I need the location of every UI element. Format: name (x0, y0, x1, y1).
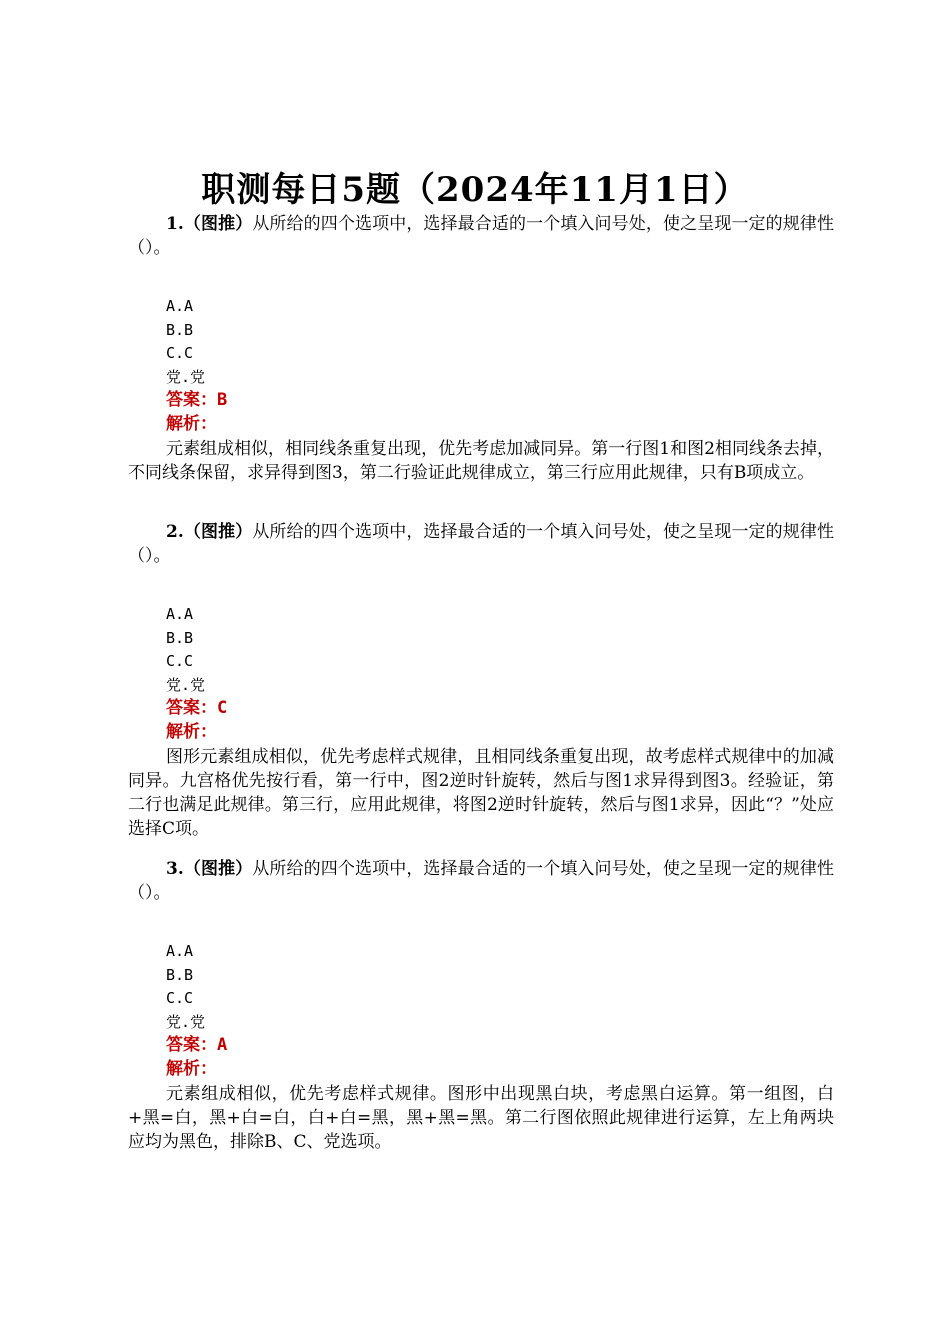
question-tag: （图推） (183, 214, 253, 234)
answer-line (128, 697, 834, 721)
answer-line (128, 1034, 834, 1058)
option-list (128, 940, 834, 1034)
option-b: B.B (166, 320, 194, 339)
answer-label: 答案： (166, 1035, 217, 1056)
analysis-text: 图形元素组成相似，优先考虑样式规律，且相同线条重复出现，故考虑样式规律中的加减同异。九宫格优先按行看，第一行中，图2逆时针旋转，然后与图1求异得到图3。经验证，第二行也满足此规律。第三行，应用此规律，将图2逆时针旋转，然后与图1求异，因此“？”处应选择C项。 (128, 746, 834, 839)
option-d: 党.党 (166, 675, 206, 694)
analysis-label: 解析： (166, 413, 217, 434)
analysis-label: 解析： (166, 1058, 217, 1079)
option-c: C.C (166, 344, 194, 363)
analysis-text: 元素组成相似，优先考虑样式规律。图形中出现黑白块，考虑黑白运算。第一组图，白+黑=白，黑+白=白，白+白=黑，黑+黑=黑。第二行图依照此规律进行运算，左上角两块应均为黑色，排除B、C、党选项。 (128, 1083, 834, 1152)
option-d: 党.党 (166, 367, 206, 386)
answer-label: 答案： (166, 390, 217, 411)
question-number: 3. (166, 859, 184, 879)
option-c: C.C (166, 989, 194, 1008)
answer-value: C (217, 698, 228, 719)
question-1 (128, 212, 834, 485)
option-d: 党.党 (166, 1012, 206, 1031)
option-c: C.C (166, 652, 194, 671)
option-b: B.B (166, 628, 194, 647)
question-text: 从所给的四个选项中，选择最合适的一个填入问号处，使之呈现一定的规律性（）。 (128, 214, 835, 258)
question-text: 从所给的四个选项中，选择最合适的一个填入问号处，使之呈现一定的规律性（）。 (128, 859, 835, 903)
question-tag: （图推） (183, 859, 253, 879)
answer-value: A (217, 1035, 228, 1056)
answer-line (128, 389, 834, 413)
question-number: 2. (166, 522, 184, 542)
question-stem (128, 212, 834, 260)
analysis-text: 元素组成相似，相同线条重复出现，优先考虑加减同异。第一行图1和图2相同线条去掉，不同线条保留，求异得到图3，第二行验证此规律成立，第三行应用此规律，只有B项成立。 (128, 438, 834, 483)
question-number: 1. (166, 214, 184, 234)
question-3 (128, 857, 834, 1154)
answer-label: 答案： (166, 698, 217, 719)
option-a: A.A (166, 297, 194, 315)
page-title: 职测每日5题（2024年11月1日） (201, 170, 749, 210)
question-stem (128, 520, 834, 568)
question-stem (128, 857, 834, 905)
answer-value: B (217, 390, 228, 411)
question-text: 从所给的四个选项中，选择最合适的一个填入问号处，使之呈现一定的规律性（）。 (128, 522, 835, 566)
option-list (128, 603, 834, 697)
question-tag: （图推） (183, 522, 253, 542)
option-a: A.A (166, 942, 194, 960)
analysis-label: 解析： (166, 721, 217, 742)
option-a: A.A (166, 605, 194, 623)
option-b: B.B (166, 965, 194, 984)
option-list (128, 295, 834, 389)
question-2 (128, 520, 834, 841)
